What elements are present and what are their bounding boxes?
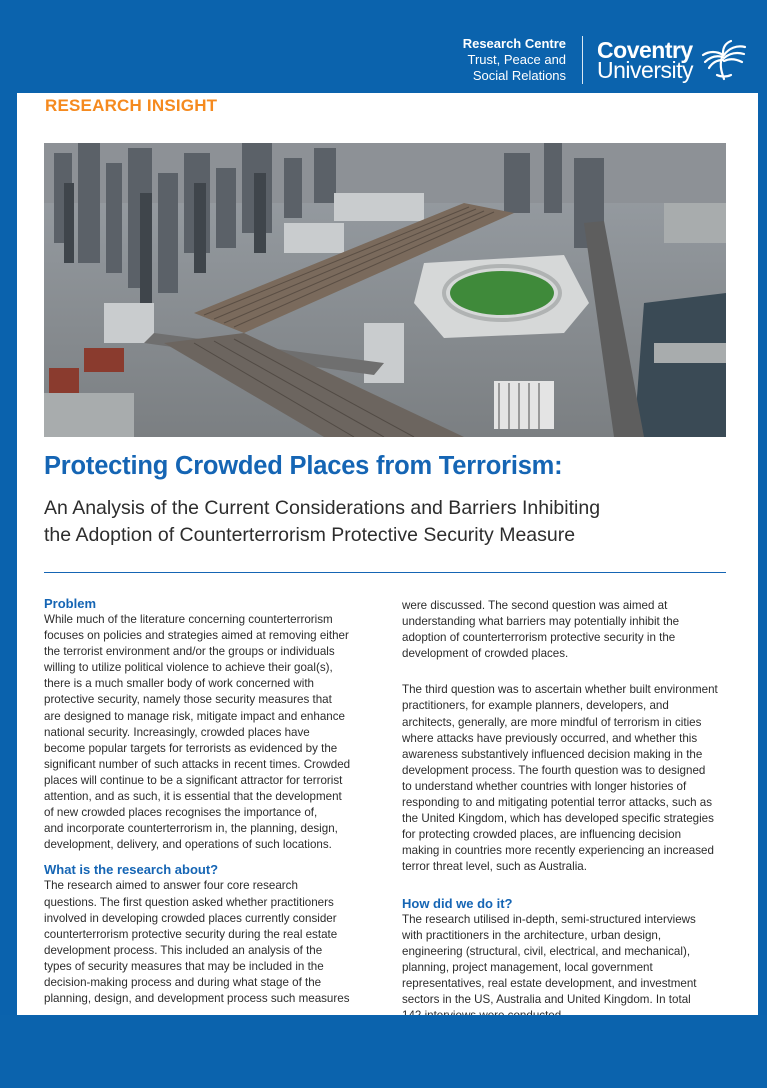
research-about-line: development process. This included an analysis of the: [44, 943, 323, 957]
problem-line: places will continue to be a significant attractor for terrorist: [44, 773, 343, 787]
continued-paragraph-2: [402, 682, 732, 875]
problem-line: significant number of such attacks in recent times. Crowded: [44, 757, 351, 771]
problem-line: attention, and as such, it is essential that the development: [44, 790, 342, 804]
continued-line: the United Kingdom, which has developed specific strategies: [402, 812, 714, 826]
continued-line: understanding what barriers may potentially inhibit the: [402, 615, 680, 629]
continued-line: awareness substantively influenced decision making in the: [402, 747, 703, 761]
problem-heading: Problem: [44, 596, 97, 611]
problem-line: protective security, namely those security measures that: [44, 693, 332, 707]
continued-line: The third question was to ascertain whether built environment: [402, 683, 718, 697]
continued-line: for protecting crowded places, are influencing decision: [402, 828, 682, 842]
header-band: [0, 0, 767, 100]
continued-line: responding to and mitigating potential terror attacks, such as: [402, 796, 712, 810]
document-type-label: RESEARCH INSIGHT: [45, 96, 218, 115]
how-line: engineering (structural, civil, electrical, and mechanical),: [402, 944, 691, 958]
university-wordmark-line-2: University: [597, 57, 693, 83]
problem-line: of new crowded places recognises the importance of,: [44, 806, 318, 820]
continued-line: making in countries more recently experiencing an increased: [402, 844, 714, 858]
research-about-line: planning, design, and development process such measures: [44, 992, 350, 1006]
right-column: [402, 598, 732, 1024]
how-line: representatives, real estate development, and investment: [402, 976, 697, 990]
research-centre-name: [463, 36, 583, 84]
university-wordmark-line-1: Coventry: [597, 37, 693, 63]
research-about-heading: What is the research about?: [44, 862, 219, 878]
problem-line: the terrorist environment and/or the groups or individuals: [44, 645, 335, 659]
document-title: Protecting Crowded Places from Terrorism:: [44, 452, 563, 480]
continued-line: where attacks have previously occurred, and whether this: [402, 731, 698, 745]
problem-line: development, delivery, and operations of such locations.: [44, 838, 332, 852]
research-about-line: types of security measures that may be included in the: [44, 959, 324, 973]
research-about-line: counterterrorism protective security during the real estate: [44, 927, 338, 941]
problem-line: become popular targets for terrorists as evidenced by the: [44, 741, 338, 755]
how-line: with practitioners in the architecture, urban design,: [402, 928, 662, 942]
problem-body: [44, 612, 374, 853]
research-centre-line-1: Research Centre: [462, 36, 567, 51]
problem-line: While much of the literature concerning counterterrorism: [44, 613, 333, 626]
footer-band: [0, 1015, 767, 1088]
how-body: [402, 912, 732, 1025]
subtitle-line-1: An Analysis of the Current Considerations and Barriers Inhibiting: [44, 497, 601, 519]
research-centre-line-2: Trust, Peace and: [467, 52, 567, 67]
how-line: The research utilised in-depth, semi-structured interviews: [402, 912, 696, 926]
research-about-line: questions. The first question asked whether practitioners: [44, 895, 334, 909]
phoenix-icon: [699, 37, 749, 83]
continued-line: to understand whether countries with longer histories of: [402, 779, 687, 793]
document-subtitle: [44, 495, 734, 549]
continued-line: development of crowded places.: [402, 647, 569, 661]
title-divider: [44, 572, 726, 573]
university-wordmark: [597, 37, 693, 83]
continued-line: development process. The fourth question was to designed: [402, 763, 706, 777]
continued-line: practitioners, for example planners, developers, and: [402, 699, 669, 713]
subtitle-line-2: the Adoption of Counterterrorism Protective Security Measure: [44, 524, 576, 546]
continued-line: adoption of counterterrorism protective security in the: [402, 631, 676, 645]
how-heading: How did we do it?: [402, 895, 513, 911]
brand-lockup: [463, 32, 749, 88]
problem-line: focuses on policies and strategies aimed at removing either: [44, 629, 349, 643]
research-about-body: [44, 878, 374, 1007]
research-centre-line-3: Social Relations: [472, 68, 567, 83]
left-column: [44, 596, 374, 1007]
how-line: planning, project management, local government: [402, 960, 653, 974]
continued-paragraph-1: [402, 598, 732, 662]
research-about-line: decision-making process and during what stage of the: [44, 975, 322, 989]
problem-line: willing to utilize political violence to achieve their goal(s),: [44, 661, 333, 675]
problem-line: there is a much smaller body of work concerned with: [44, 677, 314, 691]
aerial-city-illustration: [44, 143, 726, 437]
hero-aerial-photo: [44, 143, 726, 437]
problem-line: are designed to manage risk, mitigate impact and enhance: [44, 709, 345, 723]
research-about-line: involved in developing crowded places currently consider: [44, 911, 337, 925]
problem-line: and incorporate counterterrorism in, the planning, design,: [44, 822, 338, 836]
paragraph-spacer: [402, 662, 732, 682]
continued-line: terror threat level, such as Australia.: [402, 860, 587, 874]
continued-line: were discussed. The second question was aimed at: [402, 599, 668, 612]
research-about-line: The research aimed to answer four core research: [44, 879, 298, 893]
section-spacer: [44, 853, 374, 862]
university-logo: [583, 37, 749, 83]
section-spacer: [402, 876, 732, 896]
problem-line: national security. Increasingly, crowded places have: [44, 725, 310, 739]
how-line: sectors in the US, Australia and United Kingdom. In total: [402, 992, 691, 1006]
continued-line: architects, generally, are more mindful of terrorism in cities: [402, 715, 702, 729]
